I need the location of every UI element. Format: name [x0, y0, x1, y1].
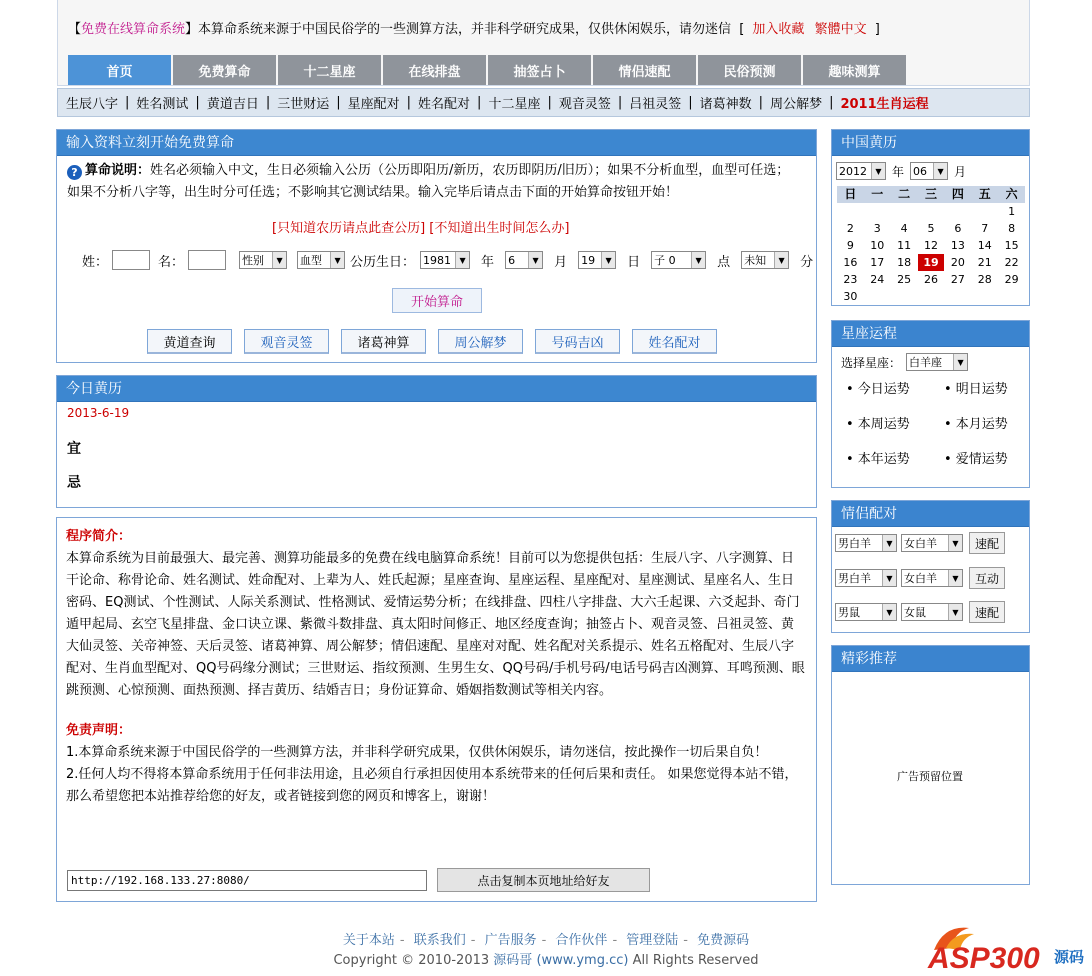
couple-row: [835, 532, 1005, 554]
tab-online-chart[interactable]: 在线排盘: [383, 55, 486, 85]
chevron-down-icon: ▼: [933, 163, 947, 179]
help-icon: ?: [67, 165, 82, 180]
calendar-title: 中国黄历: [832, 130, 1029, 156]
interact-button[interactable]: 互动: [969, 567, 1005, 589]
recommend-panel: [831, 645, 1030, 885]
chevron-down-icon: ▼: [882, 570, 896, 586]
almanac-title: 今日黄历: [57, 376, 816, 402]
asp300-logo: [924, 920, 1089, 976]
tab-lottery[interactable]: 抽签占卜: [488, 55, 591, 85]
footer-admin-link[interactable]: 管理登陆: [626, 933, 679, 948]
chevron-down-icon: ▼: [882, 604, 896, 620]
quick-buttons: [147, 329, 729, 354]
desc-label: 算命说明：: [85, 163, 151, 178]
calendar-grid: [837, 186, 1025, 305]
tab-couple[interactable]: 情侣速配: [593, 55, 696, 85]
male-zodiac-select[interactable]: 男鼠 ▼: [835, 603, 897, 621]
site-name-link[interactable]: 免费在线算命系统: [81, 22, 186, 37]
week-fortune-link[interactable]: • 本周运势: [846, 417, 910, 432]
calendar-year-unit: 年: [892, 164, 905, 179]
subnav-2011-zodiac[interactable]: 2011生肖运程: [840, 97, 929, 112]
love-fortune-link[interactable]: • 爱情运势: [944, 452, 1008, 467]
zhuge-button[interactable]: 诸葛神算: [341, 329, 426, 354]
day-unit: 日: [627, 254, 641, 270]
month-fortune-link[interactable]: • 本月运势: [944, 417, 1008, 432]
input-panel-title: 输入资料立刻开始免费算命: [57, 130, 816, 156]
horoscope-panel: [831, 320, 1030, 488]
tomorrow-fortune-link[interactable]: • 明日运势: [944, 382, 1008, 397]
day-select[interactable]: 19 ▼: [578, 251, 616, 269]
intro-body: 本算命系统为目前最强大、最完善、测算功能最多的免费在线电脑算命系统！目前可以为您提供包括：生辰八字、八字测算、日干论命、称骨论命、姓名测试、姓命配对、上辈为人、姓氏起源；星座查询、星座运程、星座配对、星座测试、星座名人、生日密码、EQ测试、个性测试、人际关系测试、性格测试、爱情运势分析；在线排盘、四柱八字排盘、大六壬起课、六爻起卦、奇门遁甲起局、玄空飞星排盘、金口诀立课、紫微斗数排盘、真太阳时间修正、地区经度查询；抽签占卜、观音灵签、吕祖灵签、黄大仙灵签、关帝神签、天后灵签、诸葛神算、周公解梦；情侣速配、星座对对配、姓名配对关系提示、姓名五格配对、生辰八字配对、生肖血型配对、QQ号码缘分测试；三世财运、指纹预测、生男生女、QQ号码/手机号码/电话号码吉凶测算、耳鸣预测、眼跳预测、心惊预测、面热预测、择吉黄历、结婚吉日；身份证算命、婚姻指数测试等相关内容。: [66, 551, 805, 698]
footer-about-link[interactable]: 关于本站: [342, 933, 395, 948]
given-name-input[interactable]: [188, 250, 226, 270]
rbracket: ]: [874, 22, 880, 37]
subnav-bazi[interactable]: 生辰八字: [66, 97, 119, 112]
dream-button[interactable]: 周公解梦: [438, 329, 523, 354]
calendar-year-select[interactable]: 2012 ▼: [836, 162, 886, 180]
subnav-zhuge[interactable]: 诸葛神数: [699, 97, 752, 112]
brand-link[interactable]: 源码哥: [493, 953, 533, 968]
copy-url-button[interactable]: 点击复制本页地址给好友: [437, 868, 650, 892]
start-fortune-button[interactable]: 开始算命: [392, 288, 482, 313]
subnav-name-test[interactable]: 姓名测试: [136, 97, 189, 112]
subnav-name-match[interactable]: 姓名配对: [418, 97, 471, 112]
name-label: 名：: [158, 254, 185, 270]
calendar-week: 16 17 18 19 20 21 22: [843, 256, 1019, 269]
zodiac-select-row: [841, 353, 973, 371]
notice-text: 本算命系统来源于中国民俗学的一些测算方法，并非科学研究成果，仅供休闲娱乐，请勿迷信: [198, 22, 732, 37]
calendar-week: 30: [843, 290, 858, 303]
female-select[interactable]: 女白羊 ▼: [901, 569, 963, 587]
subnav-wealth[interactable]: 三世财运: [277, 97, 330, 112]
calendar-panel: [831, 129, 1030, 306]
tab-folk[interactable]: 民俗预测: [698, 55, 801, 85]
help-links: [272, 217, 569, 236]
zodiac-select-label: 选择星座：: [841, 355, 902, 370]
disclaimer-heading: 免责声明：: [66, 723, 132, 738]
calendar-week: 2 3 4 5 6 7 8: [846, 222, 1016, 235]
subnav-zodiac-match[interactable]: 星座配对: [347, 97, 400, 112]
zodiac-select[interactable]: 白羊座 ▼: [906, 353, 968, 371]
chevron-down-icon: ▼: [948, 570, 962, 586]
almanac-ji: 忌: [67, 475, 81, 491]
main-tabs: [68, 55, 908, 85]
match-button[interactable]: 速配: [969, 532, 1005, 554]
birth-form: [82, 250, 819, 270]
chevron-down-icon: ▼: [330, 252, 344, 268]
intro-heading: 程序简介：: [66, 529, 132, 544]
chevron-down-icon: ▼: [601, 252, 615, 268]
svg-text:ASP300: ASP300: [928, 942, 1040, 975]
subnav-dream[interactable]: 周公解梦: [770, 97, 823, 112]
tab-home[interactable]: 首页: [68, 55, 171, 85]
chevron-down-icon: ▼: [272, 252, 286, 268]
month-unit: 月: [554, 254, 568, 270]
subnav-zodiac[interactable]: 十二星座: [488, 97, 541, 112]
gender-select[interactable]: 性别 ▼: [239, 251, 287, 269]
tab-fun[interactable]: 趣味测算: [803, 55, 906, 85]
footer-source-link[interactable]: 免费源码: [697, 933, 750, 948]
calendar-weekdays: 日 一 二 三 四 五 六: [837, 186, 1025, 203]
couple-row: [835, 601, 1005, 623]
lbracket: [: [739, 22, 745, 37]
hour-unit: 点: [717, 254, 731, 270]
almanac-query-button[interactable]: 黄道查询: [147, 329, 232, 354]
site-notice: [68, 18, 880, 37]
lunar-convert-link[interactable]: [只知道农历请点此查公历]: [272, 221, 426, 236]
brand-url-link[interactable]: (www.ymg.cc): [536, 953, 629, 968]
tab-free-fortune[interactable]: 免费算命: [173, 55, 276, 85]
name-match-button[interactable]: 姓名配对: [632, 329, 717, 354]
tab-zodiac[interactable]: 十二星座: [278, 55, 381, 85]
copyright: Copyright © 2010-2013 源码哥 (www.ymg.cc) All Rights Reserved: [333, 953, 759, 968]
chevron-down-icon: ▼: [882, 535, 896, 551]
ad-placeholder: 广告预留位置: [897, 770, 963, 783]
horoscope-links: [846, 379, 1021, 484]
chevron-down-icon: ▼: [528, 252, 542, 268]
chevron-down-icon: ▼: [691, 252, 705, 268]
calendar-week: 9 10 11 12 13 14 15: [846, 239, 1019, 252]
number-luck-button[interactable]: 号码吉凶: [535, 329, 620, 354]
footer-partners-link[interactable]: 合作伙伴: [555, 933, 608, 948]
surname-input[interactable]: [112, 250, 150, 270]
calendar-today[interactable]: 19: [918, 254, 945, 271]
chevron-down-icon: ▼: [455, 252, 469, 268]
chevron-down-icon: ▼: [948, 604, 962, 620]
unknown-time-link[interactable]: [不知道出生时间怎么办]: [429, 221, 570, 236]
surname-label: 姓：: [82, 254, 109, 270]
almanac-yi: 宜: [67, 441, 81, 457]
match-button[interactable]: 速配: [969, 601, 1005, 623]
minute-select[interactable]: 未知 ▼: [741, 251, 789, 269]
almanac-date: 2013-6-19: [67, 406, 130, 420]
male-select[interactable]: 男白羊 ▼: [835, 534, 897, 552]
chevron-down-icon: ▼: [871, 163, 885, 179]
disclaimer-1: 1.本算命系统来源于中国民俗学的一些测算方法，并非科学研究成果，仅供休闲娱乐，请勿迷信，按此操作一切后果自负！: [66, 745, 768, 760]
calendar-week: 1: [1008, 205, 1016, 218]
male-select[interactable]: 男白羊 ▼: [835, 569, 897, 587]
intro-panel: [56, 517, 817, 902]
fortune-description: [67, 160, 802, 204]
year-unit: 年: [481, 254, 495, 270]
svg-text:源码: 源码: [1054, 948, 1085, 966]
calendar-month-unit: 月: [954, 164, 967, 179]
disclaimer-2: 2.任何人均不得将本算命系统用于任何非法用途，且必须自行承担因使用本系统带来的任何后果和责任。 如果您觉得本站不错，那么希望您把本站推荐给您的好友，或者链接到您的网页和博客上，谢谢！: [66, 767, 798, 804]
subnav-lucky-day[interactable]: 黄道吉日: [206, 97, 259, 112]
chevron-down-icon: ▼: [948, 535, 962, 551]
calendar-week: 23 24 25 26 27 28 29: [843, 273, 1019, 286]
birthday-label: 公历生日：: [350, 254, 416, 270]
bracket-open: 【: [68, 22, 82, 37]
today-fortune-link[interactable]: • 今日运势: [846, 382, 910, 397]
footer-ads-link[interactable]: 广告服务: [484, 933, 537, 948]
calendar-month-select[interactable]: 06 ▼: [910, 162, 948, 180]
subnav-guanyin[interactable]: 观音灵签: [558, 97, 611, 112]
month-select[interactable]: 6 ▼: [505, 251, 543, 269]
sub-nav: 生辰八字 | 姓名测试 | 黄道吉日 | 三世财运 | 星座配对 | 姓名配对 | 十二星座 | 观音灵签 | 吕祖灵签 | 诸葛神数 | 周公解梦 | 2011生肖运程: [57, 88, 1030, 117]
input-panel: [56, 129, 817, 363]
hour-select[interactable]: 子 0 ▼: [651, 251, 706, 269]
year-fortune-link[interactable]: • 本年运势: [846, 452, 910, 467]
recommend-title: 精彩推荐: [832, 646, 1029, 672]
footer-links: 关于本站 - 联系我们 - 广告服务 - 合作伙伴 - 管理登陆 - 免费源码: [342, 933, 750, 948]
minute-unit: 分: [800, 254, 814, 270]
blood-type-select[interactable]: 血型 ▼: [297, 251, 345, 269]
top-header: [57, 0, 1030, 86]
guanyin-button[interactable]: 观音灵签: [244, 329, 329, 354]
year-select[interactable]: 1981 ▼: [420, 251, 470, 269]
desc-text: 姓名必须输入中文，生日必须输入公历（公历即阳历/新历，农历即阴历/旧历）；如果不分析血型，血型可任选；如果不分析八字等，出生时分可任选；不影响其它测试结果。输入完毕后请点击下面的开始算命按钮开始！: [67, 163, 790, 200]
traditional-chinese-link[interactable]: 繁體中文: [814, 22, 867, 37]
chevron-down-icon: ▼: [953, 354, 967, 370]
couple-panel: [831, 500, 1030, 633]
add-favorite-link[interactable]: 加入收藏: [752, 22, 805, 37]
female-zodiac-select[interactable]: 女鼠 ▼: [901, 603, 963, 621]
bracket-close: 】: [185, 22, 199, 37]
chevron-down-icon: ▼: [774, 252, 788, 268]
today-almanac-panel: [56, 375, 817, 508]
calendar-controls: [836, 162, 972, 180]
female-select[interactable]: 女白羊 ▼: [901, 534, 963, 552]
couple-title: 情侣配对: [832, 501, 1029, 527]
intro-text: [66, 526, 806, 808]
subnav-lvzu[interactable]: 吕祖灵签: [629, 97, 682, 112]
page-url-input[interactable]: http://192.168.133.27:8080/: [67, 870, 427, 891]
horoscope-title: 星座运程: [832, 321, 1029, 347]
footer-contact-link[interactable]: 联系我们: [413, 933, 466, 948]
couple-row: [835, 567, 1005, 589]
